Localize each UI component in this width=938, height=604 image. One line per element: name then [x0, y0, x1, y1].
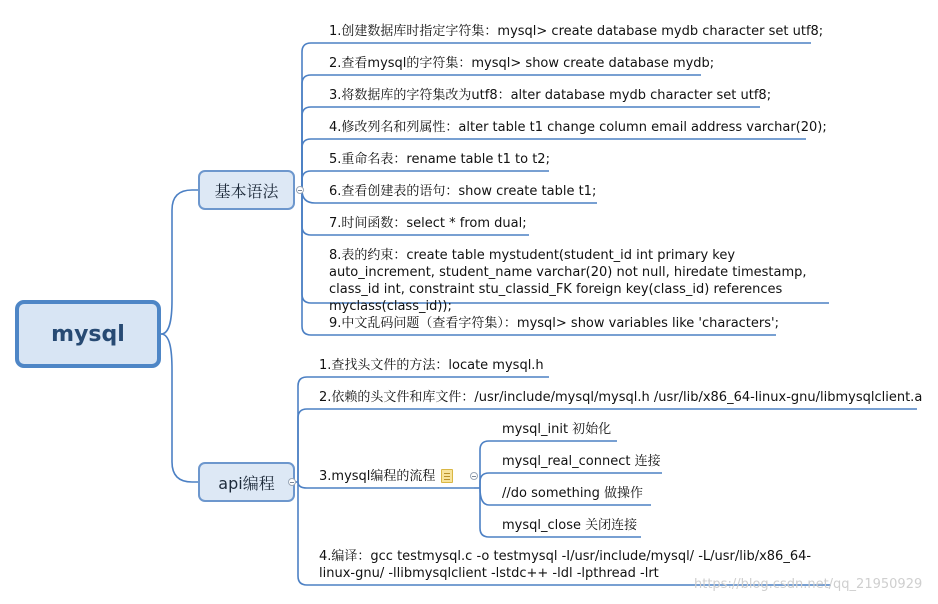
watermark: https://blog.csdn.net/qq_21950929: [694, 577, 923, 592]
topic-locate-header[interactable]: 1.查找头文件的方法：locate mysql.h: [319, 358, 544, 373]
step-mysql-real-connect[interactable]: mysql_real_connect 连接: [502, 454, 661, 469]
link-flow-2: [480, 473, 498, 488]
root-node-mysql[interactable]: mysql: [15, 300, 161, 368]
topic-show-create-table[interactable]: 6.查看创建表的语句：show create table t1;: [329, 184, 597, 199]
topic-compile-command[interactable]: 4.编译：gcc testmysql.c -o testmysql -I/usr/include/mysql/ -L/usr/lib/x86_64-linux-gnu/ -llibmysqlclient -lstdc++ -ldl -lpthread -lrt: [319, 549, 812, 581]
topic-charset-garbled[interactable]: 9.中文乱码问题（查看字符集）：mysql> show variables like 'characters';: [329, 316, 779, 331]
link-root-api: [161, 334, 198, 482]
link-basic-5: [302, 171, 325, 190]
topic-header-and-lib-files[interactable]: 2.依赖的头文件和库文件：/usr/include/mysql/mysql.h /usr/lib/x86_64-linux-gnu/libmysqlclient.a: [319, 390, 923, 405]
link-api-1: [298, 377, 315, 482]
step-do-something[interactable]: //do something 做操作: [502, 486, 644, 501]
branch-node-api-programming[interactable]: api编程: [198, 462, 295, 502]
link-basic-8: [302, 190, 325, 303]
link-flow-4: [480, 488, 498, 537]
link-root-basic: [161, 190, 198, 334]
link-basic-3: [302, 107, 325, 190]
topic-rename-table[interactable]: 5.重命名表：rename table t1 to t2;: [329, 152, 550, 167]
link-basic-1: [302, 43, 325, 190]
link-flow-3: [480, 488, 498, 505]
topic-alter-database-charset[interactable]: 3.将数据库的字符集改为utf8：alter database mydb character set utf8;: [329, 88, 772, 103]
link-basic-9: [302, 190, 325, 335]
link-api-3: [298, 482, 315, 488]
link-basic-4: [302, 139, 325, 190]
link-api-4: [298, 482, 315, 585]
collapse-icon[interactable]: [296, 186, 304, 194]
topic-show-charset[interactable]: 2.查看mysql的字符集：mysql> show create database mydb;: [329, 56, 715, 71]
link-flow-1: [480, 441, 498, 488]
collapse-icon[interactable]: [470, 472, 478, 480]
step-mysql-close[interactable]: mysql_close 关闭连接: [502, 518, 638, 533]
topic-time-function[interactable]: 7.时间函数：select * from dual;: [329, 216, 527, 231]
topic-table-constraints[interactable]: 8.表的约束：create table mystudent(student_id int primary key auto_increment, student_name varchar(20) not null, hiredate timestamp, class_id int, constraint stu_classid_FK foreign key(class_id) references myclass(class_id));: [329, 248, 807, 314]
topic-programming-flow[interactable]: 3.mysql编程的流程: [319, 469, 436, 484]
link-basic-6: [302, 190, 325, 203]
collapse-icon[interactable]: [288, 478, 296, 486]
topic-alter-column[interactable]: 4.修改列名和列属性：alter table t1 change column email address varchar(20);: [329, 120, 827, 135]
link-api-2: [298, 409, 315, 482]
link-basic-7: [302, 190, 325, 235]
step-mysql-init[interactable]: mysql_init 初始化: [502, 422, 612, 437]
branch-node-basic-syntax[interactable]: 基本语法: [198, 170, 295, 210]
topic-create-database-charset[interactable]: 1.创建数据库时指定字符集：mysql> create database mydb character set utf8;: [329, 24, 824, 39]
note-icon[interactable]: [441, 469, 453, 483]
